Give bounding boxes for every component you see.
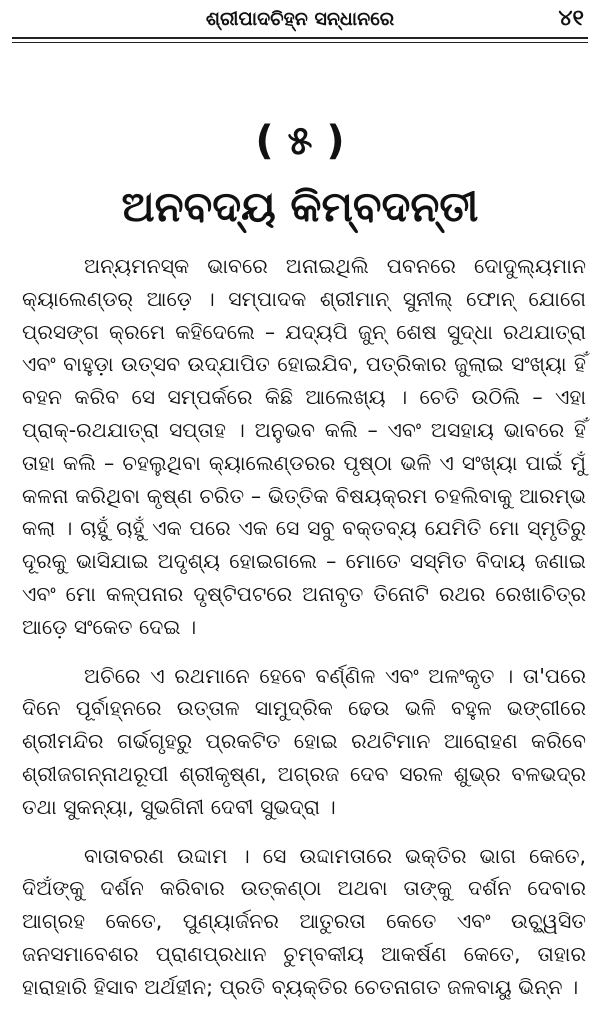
page-number: ୪୧ — [558, 6, 584, 31]
body-text — [22, 250, 586, 1004]
paragraph-2: ଅଚିରେ ଏ ରଥମାନେ ହେବେ ବର୍ଣ୍ଣିଳ ଏବଂ ଅଳଂକୃତ । ତା'ପରେ ଦିନେ ପୂର୍ବାହ୍ନରେ ଉତ୍ତାଳ ସାମୁଦ୍ରିକ ଢେଉ ଭଳି ବହୁଳ ଭଙ୍ଗୀରେ ଶ୍ରୀମନ୍ଦିର ଗର୍ଭଗୃହରୁ ପ୍ରକଟିତ ହୋଇ ରଥଟିମାନ ଆରୋହଣ କରିବେ ଶ୍ରୀଜଗନ୍ନାଥରୂପୀ ଶ୍ରୀକୃଷ୍ଣ, ଅଗ୍ରଜ ଦେବ ସରଳ ଶୁଭ୍ର ବଳଭଦ୍ର ତଥା ସୁକନ୍ୟା, ସୁଭଗିନୀ ଦେବୀ ସୁଭଦ୍ରା । — [22, 663, 586, 819]
chapter-number: ( ୫ ) — [255, 118, 345, 164]
paragraph-3: ବାତାବରଣ ଉଦ୍ଦାମ । ସେ ଉଦ୍ଦାମତାରେ ଭକ୍ତିର ଭାଗ କେତେ, ଦିଅଁଙ୍କୁ ଦର୍ଶନ କରିବାର ଉତ୍କଣ୍ଠା ଅଥବା ତାଙ୍କୁ ଦର୍ଶନ ଦେବାର ଆଗ୍ରହ କେତେ, ପୁଣ୍ୟାର୍ଜନର ଆତୁରତା କେତେ ଏବଂ ଉଚ୍ଛ୍ୱସିତ ଜନସମାବେଶର ପ୍ରାଣପ୍ରଧାନ ଚୁମ୍ବକୀୟ ଆକର୍ଷଣ କେତେ, ତାହାର ହାରାହାରି ହିସାବ ଅର୍ଥହୀନ; ପ୍ରତି ବ୍ୟକ୍ତିର ଚେତନାଗତ ଜଳବାୟୁ ଭିନ୍ନ । — [22, 843, 586, 999]
chapter-title: ଅନବଦ୍ୟ କିମ୍ବଦନ୍ତୀ — [121, 182, 479, 231]
page-header — [0, 0, 600, 40]
paragraph-1: ଅନ୍ୟମନସ୍କ ଭାବରେ ଅନାଇଥିଲି ପବନରେ ଦୋଦୁଲ୍ୟମାନ କ୍ୟାଲେଣ୍ଡର୍ ଆଡ଼େ । ସମ୍ପାଦକ ଶ୍ରୀମାନ୍ ସୁନୀଲ୍ ଫୋନ୍ ଯୋଗେ ପ୍ରସଙ୍ଗ କ୍ରମେ କହିଦେଲେ – ଯଦ୍ୟପି ଜୁନ୍ ଶେଷ ସୁଦ୍ଧା ରଥଯାତ୍ରା ଏବଂ ବାହୁଡ଼ା ଉତ୍ସବ ଉଦ୍‌ଯାପିତ ହୋଇଯିବ, ପତ୍ରିକାର ଜୁଲାଇ ସଂଖ୍ୟା ହିଁ ବହନ କରିବ ସେ ସମ୍ପର୍କରେ କିଛି ଆଲେଖ୍ୟ । ଚେତି ଉଠିଲି – ଏହା ପ୍ରାକ୍-ରଥଯାତ୍ରା ସପ୍ତାହ । ଅନୁଭବ କଲି – ଏବଂ ଅସହାୟ ଭାବରେ ହିଁ ତାହା କଲି – ଚହଲୁଥିବା କ୍ୟାଲେଣ୍ଡରର ପୃଷ୍ଠା ଭଳି ଏ ସଂଖ୍ୟା ପାଇଁ ମୁଁ କଳନା କରିଥିବା କୃଷ୍ଣ ଚରିତ – ଭିତ୍ତିକ ବିଷୟକ୍ରମ ଚହଲିବାକୁ ଆରମ୍ଭ କଲା । ଚାହୁଁ ଚାହୁଁ ଏକ ପରେ ଏକ ସେ ସବୁ ବକ୍ତବ୍ୟ ଯେମିତି ମୋ ସ୍ମୃତିରୁ ଦୂରକୁ ଭାସିଯାଇ ଅଦୃଶ୍ୟ ହୋଇଗଲେ – ମୋତେ ସସ୍ମିତ ବିଦାୟ ଜଣାଇ ଏବଂ ମୋ କଳ୍ପନାର ଦୃଷ୍ଟିପଟରେ ଅନାବୃତ ତିନୋଟି ରଥର ରେଖାଚିତ୍ର ଆଡ଼େ ସଂକେତ ଦେଇ । — [22, 254, 586, 639]
header-rule — [12, 37, 588, 43]
running-title: ଶ୍ରୀପାଦଚିହ୍ନ ସନ୍ଧାନରେ — [205, 8, 395, 30]
